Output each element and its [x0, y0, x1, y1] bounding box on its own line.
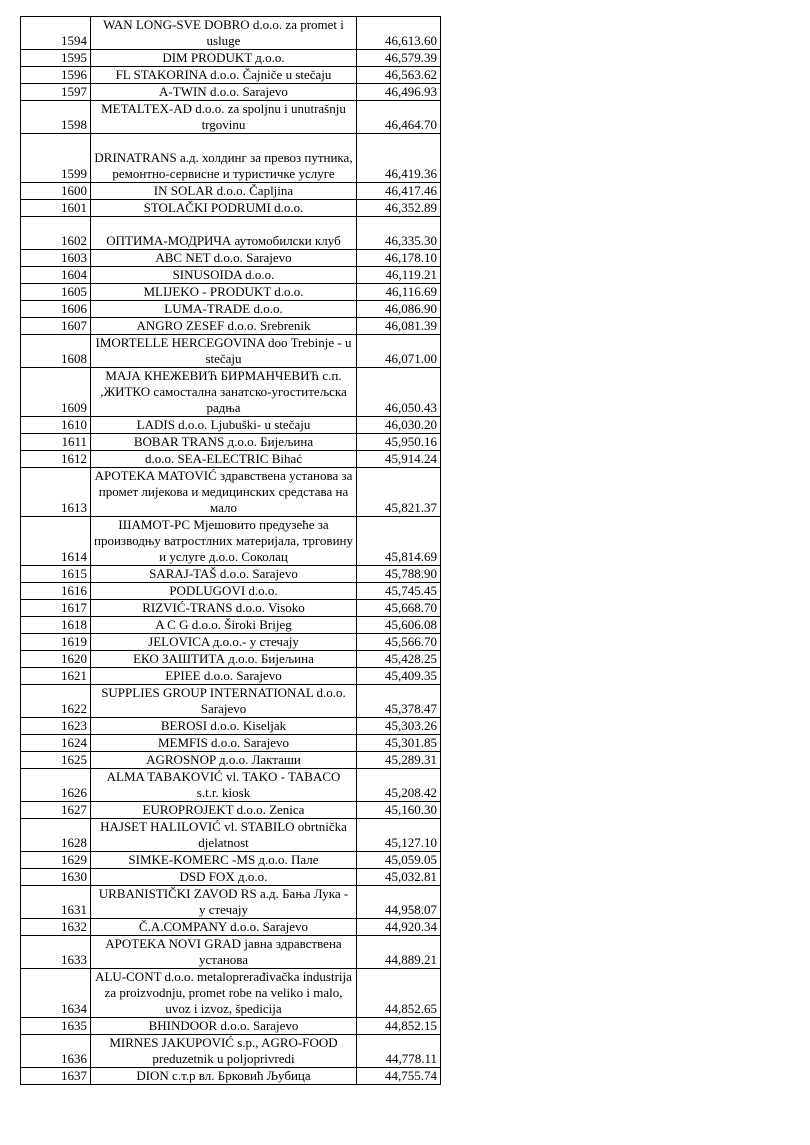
amount: 46,417.46: [357, 183, 441, 200]
company-name: ABC NET d.o.o. Sarajevo: [91, 250, 357, 267]
table-row: [21, 852, 441, 869]
row-number: 1624: [21, 735, 91, 752]
row-number: 1611: [21, 434, 91, 451]
company-name: MLIJEKO - PRODUKT d.o.o.: [91, 284, 357, 301]
amount: 45,814.69: [357, 517, 441, 566]
row-number: 1615: [21, 566, 91, 583]
amount: 46,178.10: [357, 250, 441, 267]
table-row: [21, 769, 441, 802]
table-row: [21, 417, 441, 434]
table-row: [21, 84, 441, 101]
company-name: MIRNES JAKUPOVIĆ s.p., AGRO-FOOD preduzetnik u poljoprivredi: [91, 1035, 357, 1068]
row-number: 1607: [21, 318, 91, 335]
table-row: [21, 250, 441, 267]
table-row: [21, 718, 441, 735]
amount: 44,920.34: [357, 919, 441, 936]
table-row: [21, 101, 441, 134]
table-row: [21, 1018, 441, 1035]
row-number: 1630: [21, 869, 91, 886]
table-row: [21, 752, 441, 769]
amount: 45,127.10: [357, 819, 441, 852]
amount: 45,606.08: [357, 617, 441, 634]
company-name: A-TWIN d.o.o. Sarajevo: [91, 84, 357, 101]
table-row: [21, 267, 441, 284]
row-number: 1594: [21, 17, 91, 50]
row-number: 1629: [21, 852, 91, 869]
amount: 45,303.26: [357, 718, 441, 735]
amount: 46,563.62: [357, 67, 441, 84]
amount: 44,755.74: [357, 1068, 441, 1085]
company-name: МАЈА КНЕЖЕВИЋ БИРМАНЧЕВИЋ с.п. ,ЖИТКО самостална занатско-угоститељска радња: [91, 368, 357, 417]
table-row: [21, 668, 441, 685]
row-number: 1620: [21, 651, 91, 668]
table-row: [21, 583, 441, 600]
table-row: [21, 318, 441, 335]
amount: 46,119.21: [357, 267, 441, 284]
amount: 46,071.00: [357, 335, 441, 368]
company-name: DION с.т.р вл. Брковић Љубица: [91, 1068, 357, 1085]
amount: 45,378.47: [357, 685, 441, 718]
table-row: [21, 217, 441, 250]
row-number: 1606: [21, 301, 91, 318]
company-name: SINUSOIDA d.o.o.: [91, 267, 357, 284]
row-number: 1616: [21, 583, 91, 600]
amount: 46,613.60: [357, 17, 441, 50]
amount: 44,852.65: [357, 969, 441, 1018]
table-body: [21, 17, 441, 1085]
table-row: [21, 969, 441, 1018]
row-number: 1623: [21, 718, 91, 735]
company-name: EUROPROJEKT d.o.o. Zenica: [91, 802, 357, 819]
company-name: HAJSET HALILOVIĆ vl. STABILO obrtnička djelatnost: [91, 819, 357, 852]
company-name: AGROSNOP д.о.о. Лакташи: [91, 752, 357, 769]
company-name: PODLUGOVI d.o.o.: [91, 583, 357, 600]
company-name: JELOVICA д.о.о.- у стечају: [91, 634, 357, 651]
row-number: 1619: [21, 634, 91, 651]
table-row: [21, 919, 441, 936]
row-number: 1617: [21, 600, 91, 617]
company-name: BOBAR TRANS д.о.о. Бијељина: [91, 434, 357, 451]
company-name: ALU-CONT d.o.o. metaloprerađivačka industrija za proizvodnju, promet robe na veliko i malo, uvoz i izvoz, špedicija: [91, 969, 357, 1018]
company-name: IN SOLAR d.o.o. Čapljina: [91, 183, 357, 200]
amount: 46,352.89: [357, 200, 441, 217]
table-row: [21, 869, 441, 886]
table-row: [21, 1035, 441, 1068]
amount: 45,208.42: [357, 769, 441, 802]
row-number: 1634: [21, 969, 91, 1018]
amount: 45,059.05: [357, 852, 441, 869]
table-row: [21, 735, 441, 752]
table-row: [21, 634, 441, 651]
company-name: SUPPLIES GROUP INTERNATIONAL d.o.o. Sarajevo: [91, 685, 357, 718]
table-row: [21, 517, 441, 566]
company-name: LADIS d.o.o. Ljubuški- u stečaju: [91, 417, 357, 434]
table-row: [21, 936, 441, 969]
company-name: FL STAKORINA d.o.o. Čajniče u stečaju: [91, 67, 357, 84]
row-number: 1618: [21, 617, 91, 634]
row-number: 1600: [21, 183, 91, 200]
company-amount-table: [20, 16, 441, 1085]
table-row: [21, 1068, 441, 1085]
row-number: 1599: [21, 134, 91, 183]
row-number: 1622: [21, 685, 91, 718]
table-row: [21, 368, 441, 417]
row-number: 1631: [21, 886, 91, 919]
table-row: [21, 434, 441, 451]
table-row: [21, 651, 441, 668]
company-name: A C G d.o.o. Široki Brijeg: [91, 617, 357, 634]
company-name: DSD FOX д.о.о.: [91, 869, 357, 886]
company-name: ОПТИМА-МОДРИЧА аутомобилски клуб: [91, 217, 357, 250]
table-row: [21, 468, 441, 517]
amount: 45,821.37: [357, 468, 441, 517]
company-name: APOTEKA MATOVIĆ здравствена установа за промет лијекова и медицинских средстава на мало: [91, 468, 357, 517]
row-number: 1637: [21, 1068, 91, 1085]
row-number: 1621: [21, 668, 91, 685]
company-name: APOTEKA NOVI GRAD јавна здравствена установа: [91, 936, 357, 969]
amount: 45,788.90: [357, 566, 441, 583]
row-number: 1596: [21, 67, 91, 84]
table-row: [21, 451, 441, 468]
company-name: RIZVIĆ-TRANS d.o.o. Visoko: [91, 600, 357, 617]
table-row: [21, 802, 441, 819]
row-number: 1613: [21, 468, 91, 517]
company-name: MEMFIS d.o.o. Sarajevo: [91, 735, 357, 752]
row-number: 1612: [21, 451, 91, 468]
company-name: SARAJ-TAŠ d.o.o. Sarajevo: [91, 566, 357, 583]
amount: 46,081.39: [357, 318, 441, 335]
company-name: METALTEX-AD d.o.o. za spoljnu i unutrašnju trgovinu: [91, 101, 357, 134]
table-row: [21, 600, 441, 617]
table-row: [21, 886, 441, 919]
amount: 46,050.43: [357, 368, 441, 417]
row-number: 1598: [21, 101, 91, 134]
row-number: 1595: [21, 50, 91, 67]
amount: 45,428.25: [357, 651, 441, 668]
table-row: [21, 200, 441, 217]
table-row: [21, 566, 441, 583]
company-name: d.o.o. SEA-ELECTRIC Bihać: [91, 451, 357, 468]
company-name: ШАМОТ-РС Мјешовито предузеће за производњу ватростлних материјала, трговину и услуге д.о.о. Соколац: [91, 517, 357, 566]
table-row: [21, 134, 441, 183]
amount: 44,889.21: [357, 936, 441, 969]
row-number: 1614: [21, 517, 91, 566]
company-name: LUMA-TRADE d.o.o.: [91, 301, 357, 318]
row-number: 1632: [21, 919, 91, 936]
amount: 44,852.15: [357, 1018, 441, 1035]
company-name: BEROSI d.o.o. Kiseljak: [91, 718, 357, 735]
company-name: ANGRO ZESEF d.o.o. Srebrenik: [91, 318, 357, 335]
table-row: [21, 67, 441, 84]
amount: 45,301.85: [357, 735, 441, 752]
table-row: [21, 819, 441, 852]
amount: 44,958.07: [357, 886, 441, 919]
amount: 45,032.81: [357, 869, 441, 886]
company-name: WAN LONG-SVE DOBRO d.o.o. za promet i usluge: [91, 17, 357, 50]
table-row: [21, 17, 441, 50]
amount: 45,668.70: [357, 600, 441, 617]
company-name: ЕКО ЗАШТИТА д.о.о. Бијељина: [91, 651, 357, 668]
row-number: 1604: [21, 267, 91, 284]
row-number: 1625: [21, 752, 91, 769]
row-number: 1608: [21, 335, 91, 368]
row-number: 1610: [21, 417, 91, 434]
row-number: 1602: [21, 217, 91, 250]
amount: 46,496.93: [357, 84, 441, 101]
amount: 46,419.36: [357, 134, 441, 183]
amount: 46,116.69: [357, 284, 441, 301]
table-row: [21, 183, 441, 200]
table-row: [21, 301, 441, 318]
amount: 45,566.70: [357, 634, 441, 651]
table-row: [21, 617, 441, 634]
row-number: 1601: [21, 200, 91, 217]
amount: 46,086.90: [357, 301, 441, 318]
amount: 44,778.11: [357, 1035, 441, 1068]
row-number: 1635: [21, 1018, 91, 1035]
row-number: 1633: [21, 936, 91, 969]
company-name: ALMA TABAKOVIĆ vl. TAKO - TABACO s.t.r. kiosk: [91, 769, 357, 802]
company-name: IMORTELLE HERCEGOVINA doo Trebinje - u stečaju: [91, 335, 357, 368]
row-number: 1628: [21, 819, 91, 852]
amount: 45,745.45: [357, 583, 441, 600]
company-name: DRINATRANS а.д. холдинг за превоз путника, ремонтно-сервисне и туристичке услуге: [91, 134, 357, 183]
company-name: BHINDOOR d.o.o. Sarajevo: [91, 1018, 357, 1035]
row-number: 1626: [21, 769, 91, 802]
row-number: 1603: [21, 250, 91, 267]
row-number: 1636: [21, 1035, 91, 1068]
table-row: [21, 685, 441, 718]
amount: 46,579.39: [357, 50, 441, 67]
company-name: EPIEE d.o.o. Sarajevo: [91, 668, 357, 685]
amount: 45,289.31: [357, 752, 441, 769]
amount: 46,464.70: [357, 101, 441, 134]
row-number: 1609: [21, 368, 91, 417]
company-name: URBANISTIČKI ZAVOD RS а.д. Бања Лука - у стечају: [91, 886, 357, 919]
company-name: DIM PRODUKT д.о.о.: [91, 50, 357, 67]
table-row: [21, 335, 441, 368]
company-name: STOLAČKI PODRUMI d.o.o.: [91, 200, 357, 217]
table-row: [21, 50, 441, 67]
amount: 46,335.30: [357, 217, 441, 250]
amount: 45,409.35: [357, 668, 441, 685]
amount: 45,160.30: [357, 802, 441, 819]
table-row: [21, 284, 441, 301]
row-number: 1597: [21, 84, 91, 101]
row-number: 1605: [21, 284, 91, 301]
company-name: SIMKE-KOMERC -MS д.о.о. Пале: [91, 852, 357, 869]
company-name: Č.A.COMPANY d.o.o. Sarajevo: [91, 919, 357, 936]
amount: 45,914.24: [357, 451, 441, 468]
amount: 46,030.20: [357, 417, 441, 434]
row-number: 1627: [21, 802, 91, 819]
amount: 45,950.16: [357, 434, 441, 451]
